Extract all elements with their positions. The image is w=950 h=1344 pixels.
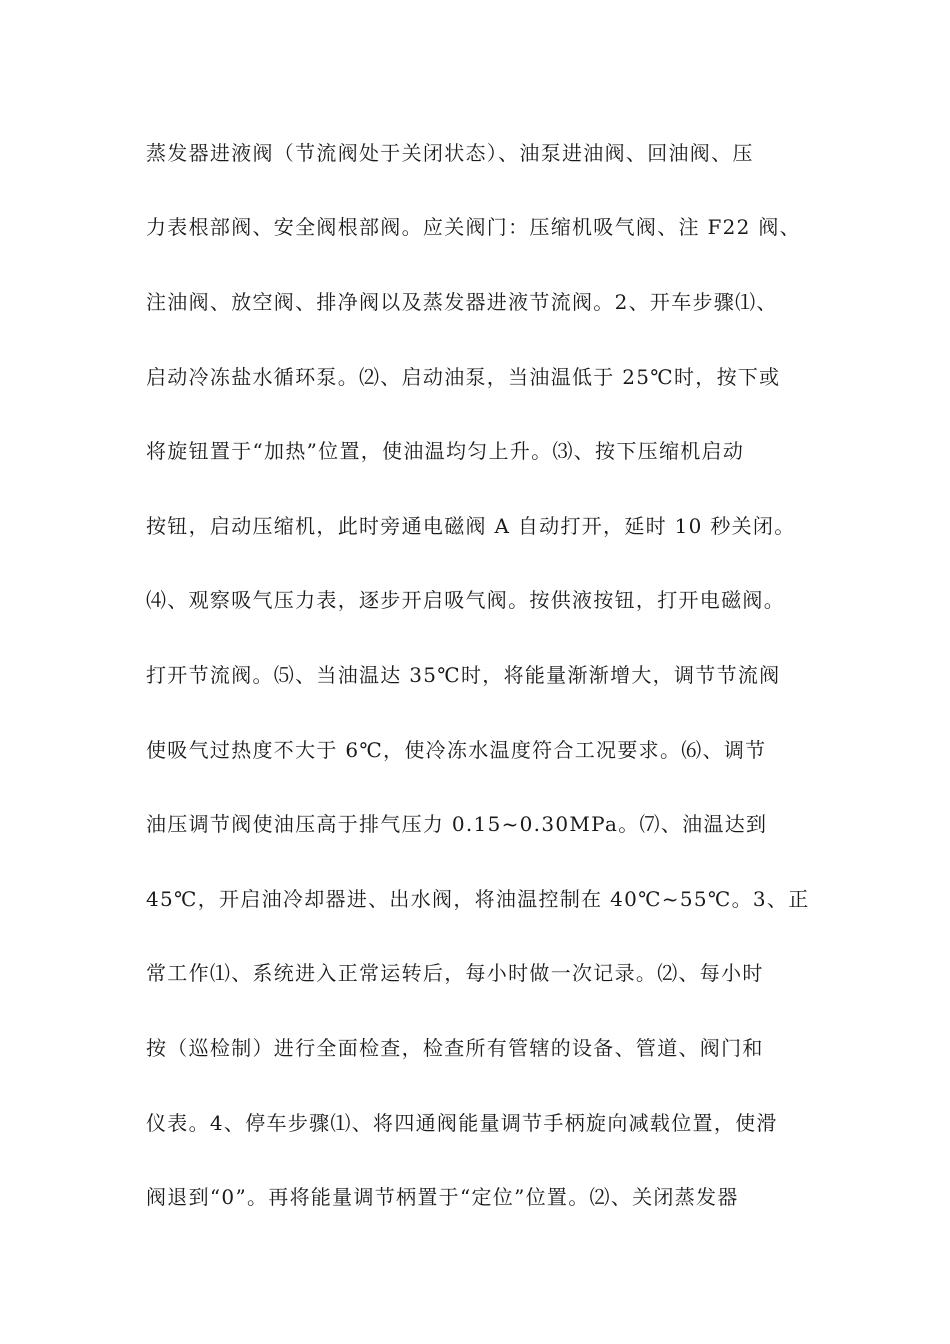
paragraph-line: 阀退到“0”。再将能量调节柄置于“定位”位置。⑵、关闭蒸发器 [146,1185,739,1209]
paragraph-line: 蒸发器进液阀（节流阀处于关闭状态）、油泵进油阀、回油阀、压 [146,141,754,165]
paragraph-line: 油压调节阀使油压高于排气压力 0.15~0.30MPa。⑺、油温达到 [146,812,768,836]
paragraph-line: 注油阀、放空阀、排净阀以及蒸发器进液节流阀。2、开车步骤⑴、 [146,290,778,314]
paragraph-line: 启动冷冻盐水循环泵。⑵、启动油泵，当油温低于 25℃时，按下或 [146,365,781,389]
paragraph-line: 45℃，开启油冷却器进、出水阀，将油温控制在 40℃~55℃。3、正 [146,887,810,911]
paragraph-line: 将旋钮置于“加热”位置，使油温均匀上升。⑶、按下压缩机启动 [146,439,745,463]
paragraph-line: 使吸气过热度不大于 6℃，使冷冻水温度符合工况要求。⑹、调节 [146,738,767,762]
paragraph-line: ⑷、观察吸气压力表，逐步开启吸气阀。按供液按钮，打开电磁阀。 [146,588,785,612]
paragraph-line: 力表根部阀、安全阀根部阀。应关阀门：压缩机吸气阀、注 F22 阀、 [146,215,801,239]
paragraph-line: 常工作⑴、系统进入正常运转后，每小时做一次记录。⑵、每小时 [146,961,764,985]
paragraph-line: 按（巡检制）进行全面检查，检查所有管辖的设备、管道、阀门和 [146,1036,764,1060]
paragraph-line: 仪表。4、停车步骤⑴、将四通阀能量调节手柄旋向减载位置，使滑 [146,1111,778,1135]
paragraph-line: 打开节流阀。⑸、当油温达 35℃时，将能量渐渐增大，调节节流阀 [146,663,781,687]
paragraph-line: 按钮，启动压缩机，此时旁通电磁阀 A 自动打开，延时 10 秒关闭。 [146,514,796,538]
